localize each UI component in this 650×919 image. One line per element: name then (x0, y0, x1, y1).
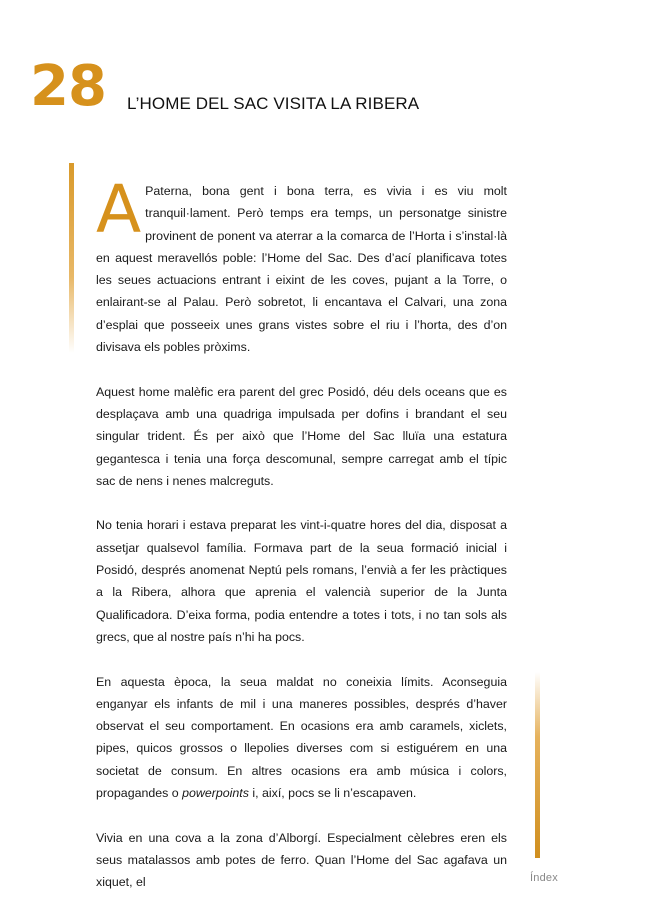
paragraph-4 (96, 671, 507, 805)
body-text (96, 171, 507, 916)
decorative-bar-left (69, 163, 74, 353)
drop-cap: A (96, 171, 142, 248)
paragraph-4-text-a: En aquesta època, la seua maldat no coneixia límits. Aconseguia enganyar els infants de mil i una maneres possibles, després d’haver observat el seu comportament. En ocasions era amb caramels, xiclets, pipes, quicos grossos o llepolies diverses com si estiguérem en una societat de consum. En altres ocasions era amb música i colors, propagandes o (96, 674, 507, 801)
paragraph-1-text: Paterna, bona gent i bona terra, es vivia i es viu molt tranquil·lament. Però temps era temps, un personatge sinistre provinent de ponent va aterrar a la comarca de l’Horta i s’instal·là en aquest meravellós poble: l’Home del Sac. Des d’ací planificava totes les seues actuacions entrant i eixint de les coves, pujant a la Torre, o enlairant-se al Palau. Però sobretot, li encantava el Calvari, una zona d’esplai que posseeix unes grans vistes sobre el riu i l’horta, des d’on divisava els pobles pròxims. (96, 184, 507, 355)
paragraph-3: No tenia horari i estava preparat les vint-i-quatre hores del dia, disposat a assetjar qualsevol família. Formava part de la seua formació inicial i Posidó, després anomenat Neptú pels romans, l’envià a fer les pràctiques a la Ribera, alhora que aprenia el valencià superior de la Junta Qualificadora. D’eixa forma, podia entendre a totes i tots, i no tan sols als grecs, que al nostre país n’hi ha pocs. (96, 518, 507, 644)
chapter-number: 28 (30, 54, 106, 119)
paragraph-5: Vivia en una cova a la zona d’Alborgí. Especialment cèlebres eren els seus matalassos amb potes de ferro. Quan l’Home del Sac agafava un xiquet, el (96, 830, 507, 890)
paragraph-2: Aquest home malèfic era parent del grec Posidó, déu dels oceans que es desplaçava amb una quadriga impulsada per dofins i brandant el seu singular trident. És per això que l’Home del Sac lluïa una estatura gegantesca i tenia una força descomunal, sempre carregat amb el típic sac de nens i nenes malcreguts. (96, 384, 507, 488)
chapter-title: L’HOME DEL SAC VISITA LA RIBERA (127, 94, 420, 113)
paragraph-1 (96, 171, 507, 358)
paragraph-4-text-b: i, així, pocs se li n’escapaven. (248, 786, 417, 801)
index-link[interactable]: Índex (530, 872, 558, 884)
decorative-bar-right (535, 672, 540, 858)
paragraph-4-italic: powerpoints (182, 786, 249, 801)
